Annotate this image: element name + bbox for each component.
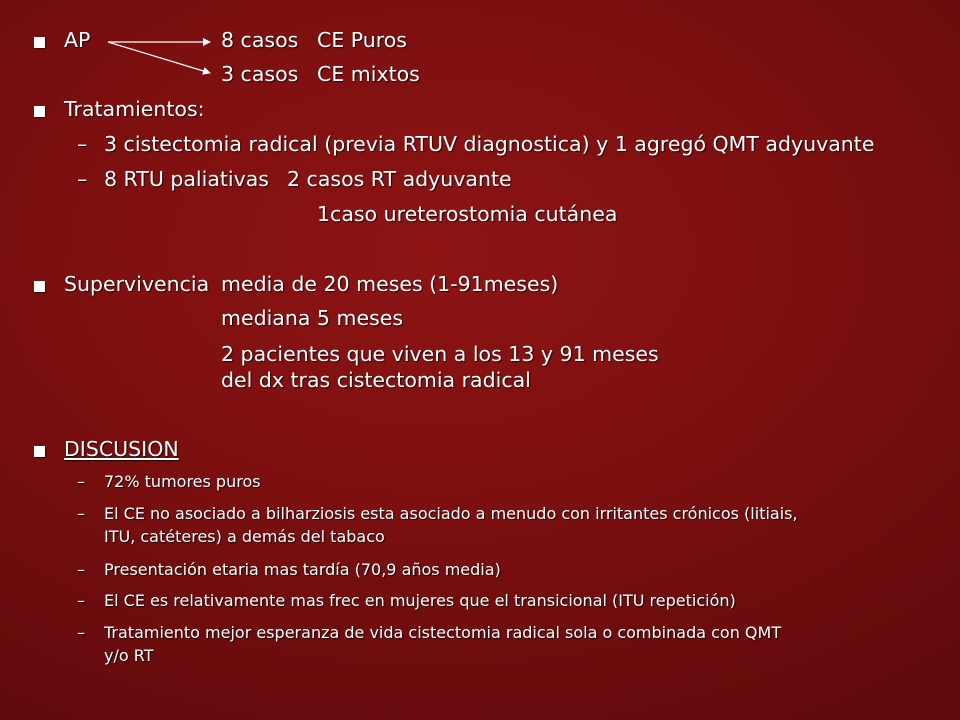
discusion-item-3: Presentación etaria mas tardía (70,9 años media) bbox=[104, 560, 501, 579]
tratamiento-item-3: 1caso ureterostomia cutánea bbox=[317, 202, 618, 226]
tratamiento-item-2b: 2 casos RT adyuvante bbox=[287, 167, 512, 191]
bullet-supervivencia bbox=[34, 281, 45, 292]
ap-count-1: 8 casos bbox=[221, 28, 299, 52]
discusion-item-5-cont: y/o RT bbox=[104, 646, 154, 665]
tratamiento-item-2: 8 RTU paliativas bbox=[104, 167, 269, 191]
bullet-ap bbox=[34, 37, 45, 48]
disc-dash-3: – bbox=[77, 560, 85, 579]
ap-type-2: CE mixtos bbox=[317, 62, 420, 86]
supervivencia-line-2: mediana 5 meses bbox=[221, 306, 404, 330]
disc-dash-5: – bbox=[77, 623, 85, 642]
supervivencia-line-3a: 2 pacientes que viven a los 13 y 91 meses bbox=[221, 342, 659, 366]
disc-dash-2: – bbox=[77, 504, 85, 523]
tratamientos-label: Tratamientos: bbox=[64, 97, 205, 121]
supervivencia-line-1: media de 20 meses (1-91meses) bbox=[221, 272, 559, 296]
disc-dash-4: – bbox=[77, 591, 85, 610]
discusion-item-2-cont: ITU, catéteres) a demás del tabaco bbox=[104, 527, 385, 546]
discusion-label bbox=[64, 438, 179, 462]
discusion-item-5: Tratamiento mejor esperanza de vida cistectomia radical sola o combinada con QMT bbox=[104, 623, 782, 642]
dash-2: – bbox=[77, 167, 88, 191]
supervivencia-label: Supervivencia bbox=[64, 272, 210, 296]
discusion-item-4: El CE es relativamente mas frec en mujeres que el transicional (ITU repetición) bbox=[104, 591, 736, 610]
discusion-item-2: El CE no asociado a bilharziosis esta asociado a menudo con irritantes crónicos (litiais, bbox=[104, 504, 798, 523]
bullet-discusion bbox=[34, 446, 45, 457]
supervivencia-line-3b: del dx tras cistectomia radical bbox=[221, 368, 531, 392]
discusion-item-1: 72% tumores puros bbox=[104, 472, 261, 491]
disc-dash-1: – bbox=[77, 472, 85, 491]
ap-type-1: CE Puros bbox=[317, 28, 407, 52]
ap-label: AP bbox=[64, 28, 91, 52]
bullet-tratamientos bbox=[34, 106, 45, 117]
ap-count-2: 3 casos bbox=[221, 62, 299, 86]
tratamiento-item-1: 3 cistectomia radical (previa RTUV diagnostica) y 1 agregó QMT adyuvante bbox=[104, 132, 875, 156]
arrow-to-3-casos bbox=[108, 42, 210, 73]
dash-1: – bbox=[77, 132, 88, 156]
discusion-label-text: DISCUSION bbox=[64, 437, 179, 461]
